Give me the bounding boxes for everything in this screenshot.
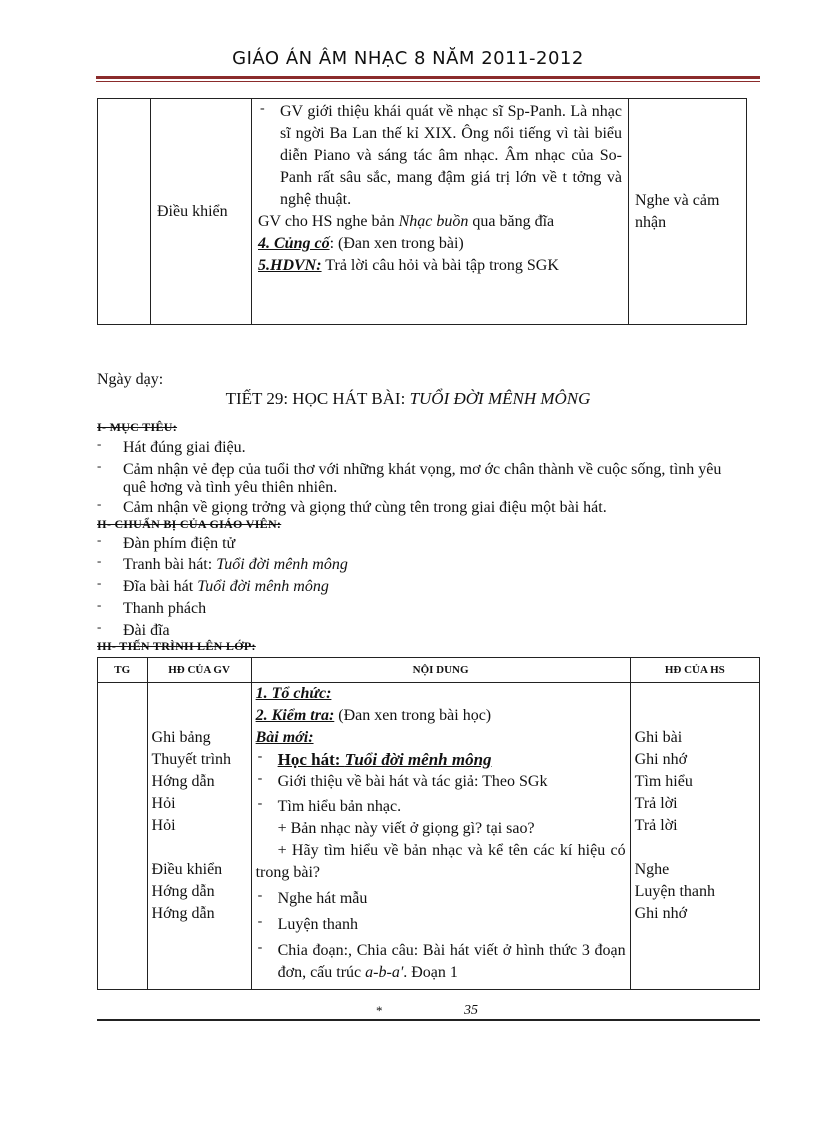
dash-bullet: - [97, 553, 102, 568]
song-name: Nhạc buồn [398, 213, 469, 230]
student-activity-cell [629, 99, 747, 325]
kiemtra-label: 2. Kiểm tra: [255, 707, 335, 724]
gv-item: Hớng dẫn [151, 905, 215, 922]
chiadoan-text: Chia đoạn:, Chia câu: Bài hát viết ở hình thức 3 đoạn đơn, cấu trúc [277, 942, 626, 981]
objective-item [97, 496, 737, 517]
dash-bullet: - [97, 575, 102, 590]
student-activity: Nghe và cảm nhận [635, 191, 720, 231]
preparation-item [97, 553, 737, 574]
content-bullet: - Giới thiệu về bài hát và tác giả: Theo SGk [256, 771, 626, 793]
header-rule [96, 76, 760, 79]
cungco-label: 4. Củng cố [258, 235, 330, 252]
header-gv: HĐ CỦA GV [147, 658, 251, 683]
date-label: Ngày dạy: [97, 371, 164, 388]
kiemtra-text: (Đan xen trong bài học) [334, 707, 492, 724]
footer-rule [97, 1019, 760, 1021]
hs-item: Trả lời [634, 817, 678, 834]
content-cell [252, 99, 629, 325]
header-hs: HĐ CỦA HS [630, 658, 759, 683]
dash-bullet: - [97, 532, 102, 547]
hs-item: Trả lời [634, 795, 678, 812]
hdvn-label: 5.HDVN: [258, 257, 322, 274]
content-bullet: - Luyện thanh [256, 914, 626, 936]
content-bullet: - Tìm hiểu bản nhạc. [256, 796, 626, 818]
gv-item: Hớng dẫn [151, 773, 215, 790]
song-name: Tuổi đời mênh mông [344, 750, 492, 769]
objective-text: Cảm nhận vẻ đẹp của tuổi thơ với những khát vọng, mơ ớc chân thành về cuộc sống, tình yêu quê hơng và tình yêu thiên nhiên. [123, 461, 722, 496]
teacher-activity-cell [151, 99, 252, 325]
preparation-text: Đàn phím điện tử [123, 535, 236, 552]
lesson-plan-table [97, 657, 760, 990]
preparation-item [97, 597, 737, 618]
hs-item: Ghi nhớ [634, 751, 688, 768]
structure-text: a-b-a' [365, 964, 404, 981]
content-bullet: - Nghe hát mẫu [256, 888, 626, 910]
objective-text: Hát đúng giai điệu. [123, 439, 246, 456]
student-activity-cell [630, 683, 759, 990]
content-bullet: - GV giới thiệu khái quát về nhạc sĩ Sp-Panh. Là nhạc sĩ ngời Ba Lan thế kỉ XIX. Ông nổi tiếng vì tài biểu diễn Piano và sáng tác âm nhạc. Âm nhạc của So-Panh rất sâu sắc, mang đậm giá trị lớn về t tởng và nghệ thuật. [258, 101, 622, 211]
objective-text: Cảm nhận về giọng trởng và giọng thứ cùng tên trong giai điệu một bài hát. [123, 499, 607, 516]
preparation-item [97, 619, 737, 640]
objective-item [97, 436, 737, 457]
teacher-activity-cell [147, 683, 251, 990]
header-rule-thin [96, 81, 760, 82]
content-cell [251, 683, 630, 990]
content-list [256, 749, 626, 818]
preparation-item [97, 575, 737, 596]
cungco-text: : (Đan xen trong bài) [329, 235, 464, 252]
gv-item: Hỏi [151, 817, 176, 834]
hochat-item [256, 749, 626, 771]
gv-item: Ghi bảng [151, 729, 211, 746]
teacher-activity: Điều khiển [157, 202, 228, 220]
hs-item: Tìm hiểu [634, 773, 693, 790]
footer-star: * [376, 1003, 383, 1018]
gv-item: Thuyết trình [151, 751, 232, 768]
content-line-text: GV cho HS nghe bản [258, 213, 399, 230]
tg-cell [98, 99, 151, 325]
lesson-title [0, 389, 816, 409]
dash-bullet: - [97, 619, 102, 634]
preparation-text: Đài đĩa [123, 622, 170, 639]
gv-item: Hớng dẫn [151, 883, 215, 900]
page-header-title: GIÁO ÁN ÂM NHẠC 8 NĂM 2011-2012 [232, 48, 584, 69]
header-nd: NỘI DUNG [251, 658, 630, 683]
hochat-label: Học hát: [277, 750, 345, 769]
hs-item [635, 837, 755, 859]
gv-item: Điều khiển [151, 861, 223, 878]
section-1-title: I- MỤC TIÊU: [97, 420, 178, 434]
content-list [256, 888, 626, 984]
content-list [258, 101, 622, 211]
page-number: 35 [464, 1003, 478, 1018]
hs-item: Ghi bài [634, 729, 683, 746]
content-line [258, 211, 622, 233]
gv-item: Hỏi [151, 795, 176, 812]
lesson-song-title: TUỔI ĐỜI MÊNH MÔNG [409, 389, 591, 408]
lesson-table-continued [97, 98, 747, 325]
hs-item: Nghe [634, 861, 670, 878]
hs-item: Luyện thanh [634, 883, 716, 900]
header-tg: TG [98, 658, 148, 683]
gv-item [152, 837, 247, 859]
dash-bullet: - [97, 597, 102, 612]
section-3-title: III- TIẾN TRÌNH LÊN LỚP: [97, 639, 256, 653]
question-line: + Bản nhạc này viết ở giọng gì? tại sao? [277, 820, 535, 837]
tochuc-heading: 1. Tổ chức: [255, 685, 332, 702]
dash-bullet: - [97, 458, 102, 473]
preparation-text: Thanh phách [123, 600, 207, 617]
song-name: Tuổi đời mênh mông [216, 556, 348, 573]
preparation-item [97, 532, 737, 553]
hs-item: Ghi nhớ [634, 905, 688, 922]
preparation-text: Tranh bài hát: [123, 556, 217, 573]
dash-bullet: - [97, 496, 102, 511]
section-2-title: II- CHUẨN BỊ CỦA GIÁO VIÊN: [97, 517, 282, 531]
hdvn-text: Trả lời câu hỏi và bài tập trong SGK [321, 257, 559, 274]
lesson-title-prefix: TIẾT 29: HỌC HÁT BÀI: [225, 389, 410, 408]
kiemtra-line [256, 705, 626, 727]
objective-item [97, 458, 737, 497]
cungco-line [258, 233, 622, 255]
song-name: Tuổi đời mênh mông [197, 578, 329, 595]
baimoi-heading: Bài mới: [255, 729, 314, 746]
question-line: + Hãy tìm hiểu về bản nhạc và kể tên các kí hiệu có trong bài? [255, 842, 626, 881]
preparation-text: Đĩa bài hát [123, 578, 198, 595]
content-bullet [256, 940, 626, 984]
content-line-tail: qua băng đĩa [468, 213, 555, 230]
hdvn-line [258, 255, 622, 277]
chiadoan-tail: . Đoạn 1 [403, 964, 458, 981]
dash-bullet: - [97, 436, 102, 451]
tg-cell [98, 683, 148, 990]
